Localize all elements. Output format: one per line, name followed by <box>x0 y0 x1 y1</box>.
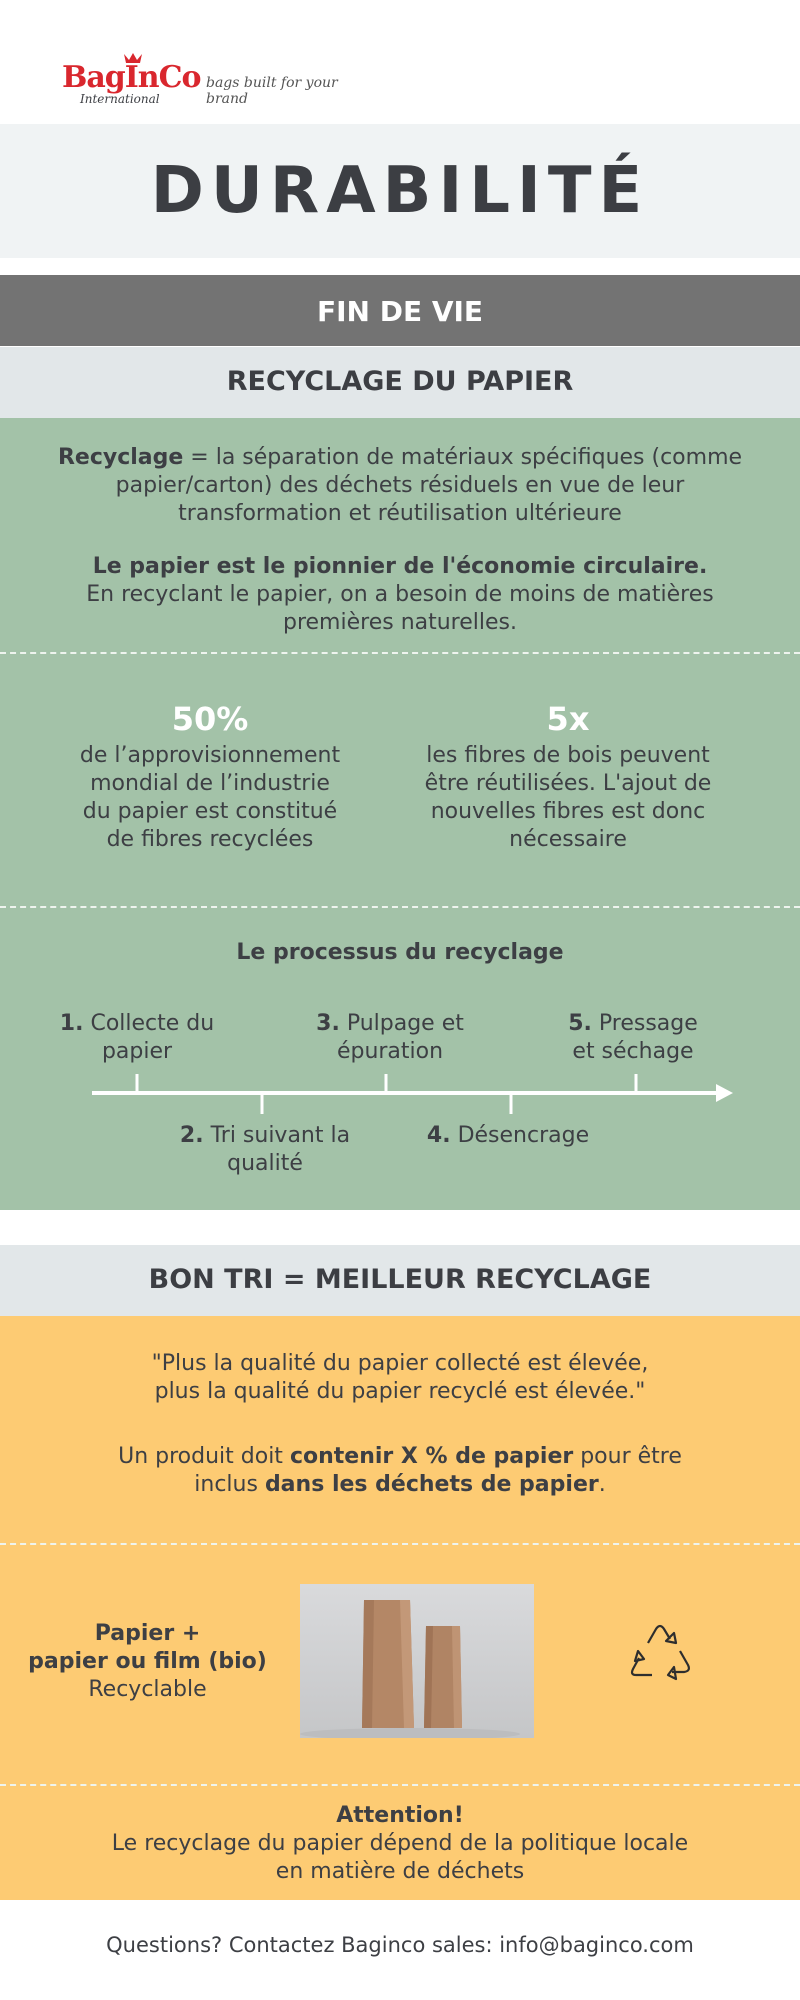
process-step-1 <box>37 1010 237 1066</box>
recyclable-item-label <box>20 1620 275 1704</box>
attention-line1: Le recyclage du papier dépend de la politique locale <box>111 1831 689 1856</box>
step-label: épuration <box>336 1039 444 1064</box>
rule-bold: contenir X % de papier <box>289 1444 574 1469</box>
rule-text: pour être <box>573 1444 682 1469</box>
paper-bags-photo <box>300 1584 534 1738</box>
stat1-line: du papier est constitué <box>82 799 338 824</box>
brand-tagline: bags built for your brand <box>206 75 338 107</box>
step-label: qualité <box>227 1151 303 1176</box>
rule-text: inclus <box>194 1472 265 1497</box>
stat-5x <box>408 700 728 854</box>
divider <box>0 652 800 654</box>
definition-line3: transformation et réutilisation ultérieure <box>178 501 622 526</box>
definition-block <box>0 444 800 528</box>
attention-block <box>0 1802 800 1886</box>
process-step-4 <box>408 1122 608 1150</box>
section-heading-bon-tri-text: BON TRI = MEILLEUR RECYCLAGE <box>148 1264 652 1295</box>
section-heading-bon-tri <box>0 1245 800 1316</box>
stat2-value: 5x <box>546 700 590 738</box>
pioneer-line3: premières naturelles. <box>283 610 517 635</box>
step-label: Pressage <box>598 1011 698 1036</box>
rule-text: Un produit doit <box>118 1444 290 1469</box>
rule-block <box>0 1443 800 1499</box>
rule-bold: dans les déchets de papier <box>264 1472 599 1497</box>
step-number: 4. <box>426 1123 451 1148</box>
quote-block <box>0 1350 800 1406</box>
step-label: Tri suivant la <box>210 1123 351 1148</box>
attention-line2: en matière de déchets <box>275 1859 525 1884</box>
stat2-line: être réutilisées. L'ajout de <box>424 771 712 796</box>
process-step-2 <box>165 1122 365 1178</box>
process-step-3 <box>290 1010 490 1066</box>
section-heading-recyclage-text: RECYCLAGE DU PAPIER <box>226 366 574 397</box>
section-heading-recyclage <box>0 347 800 418</box>
step-label: Désencrage <box>457 1123 590 1148</box>
process-step-5 <box>533 1010 733 1066</box>
divider <box>0 1543 800 1545</box>
page-title: DURABILITÉ <box>150 154 650 228</box>
quote-line1: "Plus la qualité du papier collecté est élevée, <box>151 1351 649 1376</box>
definition-line2: papier/carton) des déchets résiduels en vue de leur <box>115 473 685 498</box>
quote-line2: plus la qualité du papier recyclé est élevée." <box>154 1379 646 1404</box>
brand-sub: International <box>80 92 160 106</box>
item-line2: papier ou film (bio) <box>28 1649 267 1674</box>
step-label: et séchage <box>572 1039 694 1064</box>
footer-contact[interactable]: Questions? Contactez Baginco sales: info@baginco.com <box>106 1933 694 1957</box>
stat2-line: les fibres de bois peuvent <box>426 743 710 768</box>
recycle-icon <box>622 1617 698 1689</box>
stat-50-percent <box>50 700 370 854</box>
step-label: Pulpage et <box>346 1011 464 1036</box>
process-title: Le processus du recyclage <box>236 940 564 965</box>
step-number: 3. <box>316 1011 340 1036</box>
stat2-line: nouvelles fibres est donc <box>430 799 706 824</box>
stat1-line: de fibres recyclées <box>106 827 314 852</box>
brand-name: BagInCo <box>62 60 201 95</box>
brand-logo <box>62 50 342 110</box>
attention-title: Attention! <box>336 1803 464 1828</box>
stat1-line: mondial de l’industrie <box>90 771 330 796</box>
paper-bag-icon <box>300 1584 534 1738</box>
stat1-line: de l’approvisionnement <box>79 743 341 768</box>
step-label: papier <box>101 1039 173 1064</box>
step-number: 2. <box>179 1123 204 1148</box>
definition-term: Recyclage <box>57 445 184 470</box>
definition-line1: = la séparation de matériaux spécifiques (comme <box>190 445 743 470</box>
step-label: Collecte du <box>90 1011 215 1036</box>
rule-text: . <box>598 1472 606 1497</box>
pioneer-bold: Le papier est le pionnier de l'économie circulaire. <box>92 554 708 579</box>
step-number: 5. <box>568 1011 592 1036</box>
title-band <box>0 124 800 258</box>
item-line1: Papier + <box>94 1621 201 1646</box>
stat2-line: nécessaire <box>509 827 627 852</box>
item-line3: Recyclable <box>88 1677 207 1702</box>
pioneer-block <box>0 553 800 637</box>
stat1-value: 50% <box>171 700 249 738</box>
fin-de-vie-label: FIN DE VIE <box>316 295 484 328</box>
divider <box>0 906 800 908</box>
pioneer-line2: En recyclant le papier, on a besoin de moins de matières <box>86 582 714 607</box>
process-timeline <box>0 1060 800 1120</box>
fin-de-vie-band <box>0 275 800 346</box>
divider <box>0 1784 800 1786</box>
step-number: 1. <box>59 1011 84 1036</box>
